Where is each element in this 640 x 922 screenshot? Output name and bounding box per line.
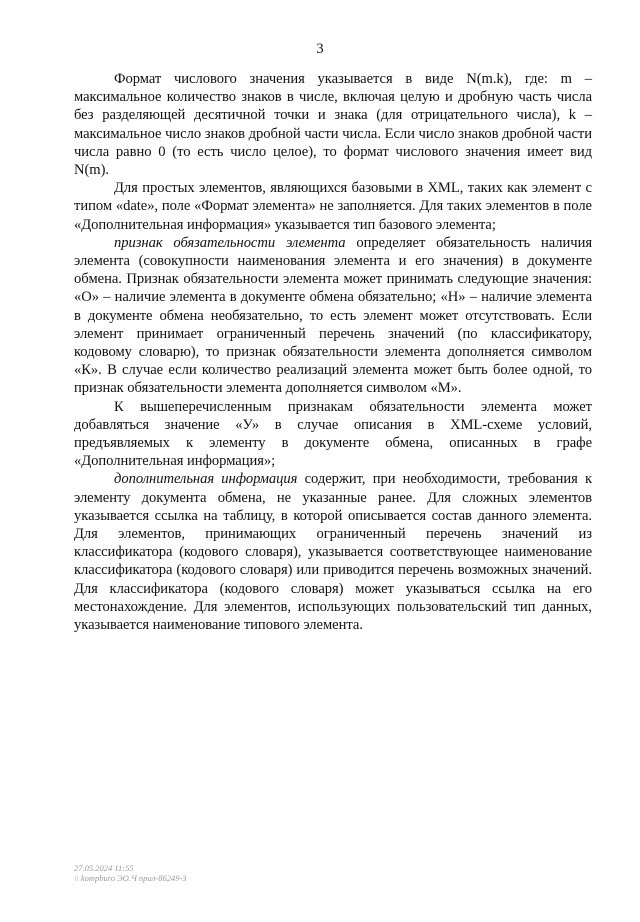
paragraph-text: содержит, при необходимости, требования к элементу документа обмена, не указанные ранее. Для сложных элементов указывается ссылка на таблицу, в которой описывается состав данного элемента. Для элементов, принимающих ограниченный перечень значений из классификатора (кодового словаря), указывается соответствующее наименование классификатора (кодового словаря) или приводится перечень возможных значений. Для классификатора (кодового словаря) может указываться ссылка на его местонахождение. Для элементов, использующих пользовательский тип данных, указывается наименование типового элемента.	[74, 471, 592, 634]
paragraph-simple-elements	[74, 179, 592, 234]
paragraph-italic-term: дополнительная информация	[114, 471, 298, 488]
page-number: 3	[316, 41, 324, 57]
paragraph-number-format	[74, 70, 592, 179]
paragraph-mandatory-sign	[74, 234, 592, 398]
footer-stamp	[74, 863, 187, 883]
footer-timestamp: 27.05.2024 11:55	[74, 863, 134, 873]
paragraph-text: определяет обязательность наличия элемента (совокупности наименования элемента и его значения) в документе обмена. Признак обязательности элемента может принимать следующие значения: «О» – наличие элемента в документе обмена обязательно; «Н» – наличие элемента в документе обмена необязательно, то есть элемент может отсутствовать. Если элемент принимает ограниченный перечень значений (по классификатору, кодовому словарю), то признак обязательности элемента дополняется символом «К». В случае если количество реализаций элемента может быть более одной, то признак обязательности элемента дополняется символом «М».	[74, 234, 592, 397]
paragraph-italic-term: признак обязательности элемента	[114, 234, 346, 251]
paragraph-text: Для простых элементов, являющихся базовыми в XML, таких как элемент с типом «date», поле «Формат элемента» не заполняется. Для таких элементов в поле «Дополнительная информация» указывается тип базового элемента;	[74, 180, 592, 233]
paragraph-additional-value	[74, 398, 592, 471]
footer-file-path: \\ kompburo ЭО.Ч прил-86249-3	[74, 873, 187, 883]
paragraph-text: Формат числового значения указывается в виде N(m.k), где: m – максимальное количество знаков в числе, включая целую и дробную часть числа без разделяющей десятичной точки и знака (для отрицательного числа), k – максимальное число знаков дробной части числа. Если число знаков дробной части числа равно 0 (то есть число целое), то формат числового значения имеет вид N(m).	[74, 71, 592, 179]
paragraph-additional-info	[74, 470, 592, 634]
document-body	[74, 70, 592, 634]
paragraph-text: К вышеперечисленным признакам обязательности элемента может добавляться значение «У» в случае описания в XML-схеме условий, предъявляемых к элементу в документе обмена, описанных в графе «Дополнительная информация»;	[74, 398, 592, 470]
